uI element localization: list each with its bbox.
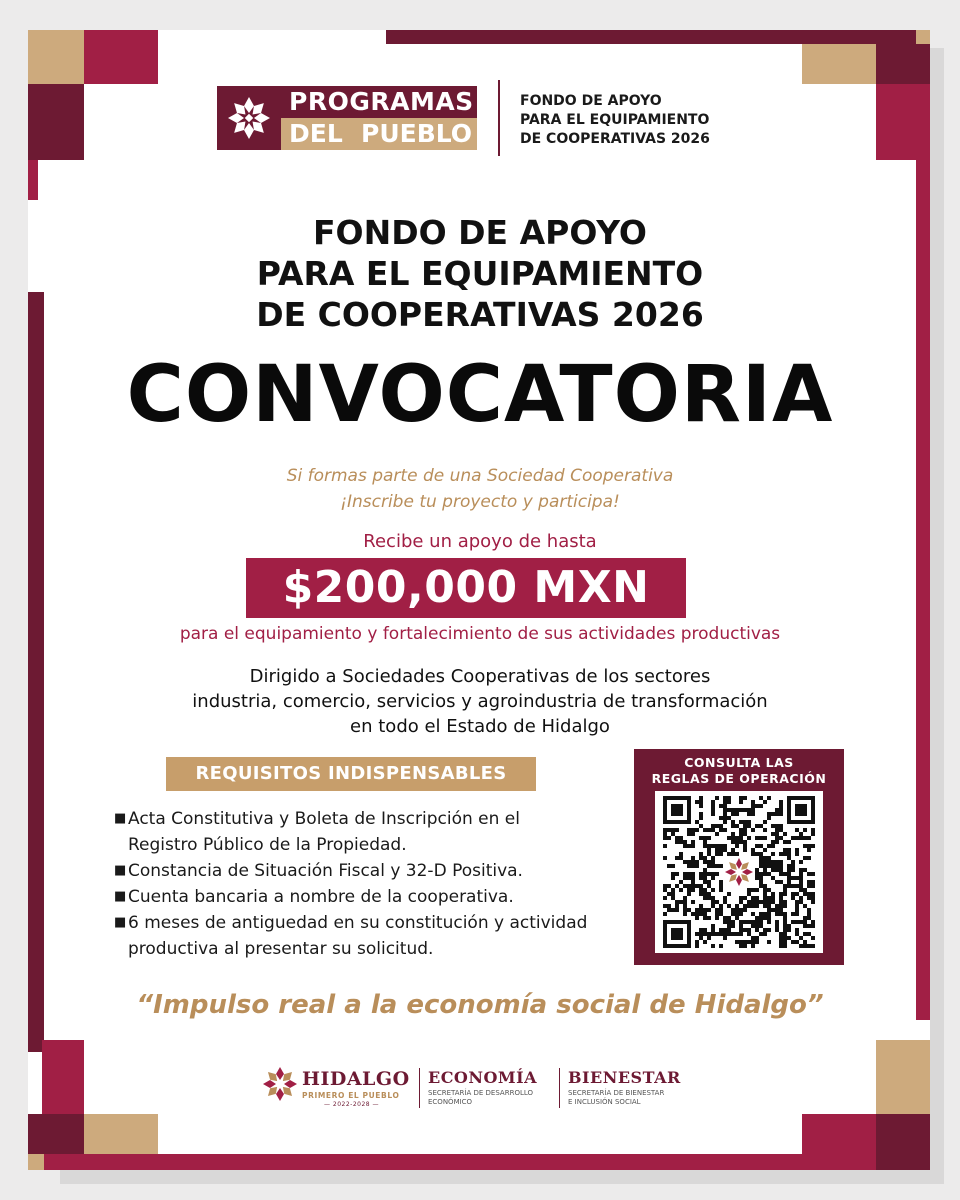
frame-block [28,30,84,84]
program-title [100,212,860,335]
footer-logos [262,1064,702,1112]
program-title-line: FONDO DE APOYO [313,213,647,252]
footer-bienestar-sub-line: E INCLUSIÓN SOCIAL [568,1098,641,1106]
support-intro: Recibe un apoyo de hasta [363,531,597,552]
target-audience [60,664,900,739]
target-line: Dirigido a Sociedades Cooperativas de los sectores [249,666,711,687]
support-amount: $200,000 MXN [246,558,686,618]
qr-label-line: REGLAS DE OPERACIÓN [651,771,827,786]
footer-divider [559,1068,560,1108]
footer-economia: ECONOMÍA [428,1068,538,1087]
frame-bottom-bar [158,1154,802,1170]
footer-divider [419,1068,420,1108]
frame-block [876,1040,930,1114]
logo-text-pueblo: PUEBLO [355,118,477,150]
star-logo-icon [217,86,281,150]
qr-label [634,755,844,787]
frame-block [44,1154,158,1170]
footer-economia-sub-line: SECRETARÍA DE DESARROLLO [428,1089,534,1097]
footer-economia-sub-line: ECONÓMICO [428,1098,473,1106]
hidalgo-star-icon [262,1066,298,1102]
frame-left-rail [28,292,44,1052]
frame-block [876,84,930,160]
bullet-icon: ■ [114,863,127,878]
frame-block [28,84,84,160]
card-shadow-right [930,48,944,1183]
programas-del-pueblo-logo [217,86,477,150]
requirements-heading: REQUISITOS INDISPENSABLES [166,757,536,791]
subtitle-line: ¡Inscribe tu proyecto y participa! [340,492,620,512]
frame-block [28,160,38,200]
frame-block [84,30,158,84]
frame-block [84,1114,158,1154]
footer-bienestar-sub [568,1089,664,1107]
frame-block [42,1040,84,1114]
header-program-name [520,92,780,149]
logo-text-del: DEL [281,118,355,150]
frame-block [802,1114,876,1170]
convocatoria-heading: CONVOCATORIA [126,350,834,440]
requirements-list [112,806,612,962]
header-program-line: DE COOPERATIVAS 2026 [520,131,710,147]
requirement-text: Acta Constitutiva y Boleta de Inscripción en el Registro Público de la Propiedad. [128,809,520,855]
requirement-item [112,806,592,858]
header-program-line: PARA EL EQUIPAMIENTO [520,112,710,128]
bullet-icon: ■ [114,915,127,930]
footer-hidalgo: HIDALGO [302,1068,410,1090]
requirement-item [112,858,612,884]
frame-block [28,1154,44,1170]
footer-bienestar-sub-line: SECRETARÍA DE BIENESTAR [568,1089,665,1097]
requirement-item [112,884,612,910]
target-line: en todo el Estado de Hidalgo [350,716,610,737]
footer-bienestar: BIENESTAR [568,1068,681,1087]
subtitle-line: Si formas parte de una Sociedad Cooperativa [286,466,674,486]
qr-panel [634,749,844,965]
footer-economia-sub [428,1089,533,1107]
frame-block [802,44,876,84]
frame-block [876,1114,930,1170]
invitation-subtitle [100,463,860,515]
requirement-item [112,910,592,962]
header-divider [498,80,500,156]
support-purpose: para el equipamiento y fortalecimiento de sus actividades productivas [179,624,781,644]
slogan-quote: “Impulso real a la economía social de Hidalgo” [136,990,824,1020]
frame-block [876,44,930,84]
requirement-text: 6 meses de antiguedad en su constitución y actividad productiva al presentar su solicitud. [128,913,588,959]
target-line: industria, comercio, servicios y agroindustria de transformación [192,691,768,712]
footer-hidalgo-sub: PRIMERO EL PUEBLO [302,1091,400,1100]
card-shadow-bottom [60,1170,944,1184]
requirement-text: Constancia de Situación Fiscal y 32-D Positiva. [128,861,523,881]
header-program-line: FONDO DE APOYO [520,93,662,109]
frame-top-bar [386,30,916,44]
bullet-icon: ■ [114,889,127,904]
frame-block [916,30,930,44]
frame-right-rail [916,160,930,1020]
program-title-line: DE COOPERATIVAS 2026 [256,295,704,334]
qr-code-icon[interactable] [655,791,823,953]
footer-hidalgo-years: — 2022-2028 — [324,1101,380,1108]
logo-text-programas: PROGRAMAS [281,86,477,118]
requirement-text: Cuenta bancaria a nombre de la cooperativa. [128,887,514,907]
logo-text-del-pueblo [281,118,477,150]
program-title-line: PARA EL EQUIPAMIENTO [256,254,704,293]
qr-label-line: CONSULTA LAS [684,755,794,770]
bullet-icon: ■ [114,811,127,826]
